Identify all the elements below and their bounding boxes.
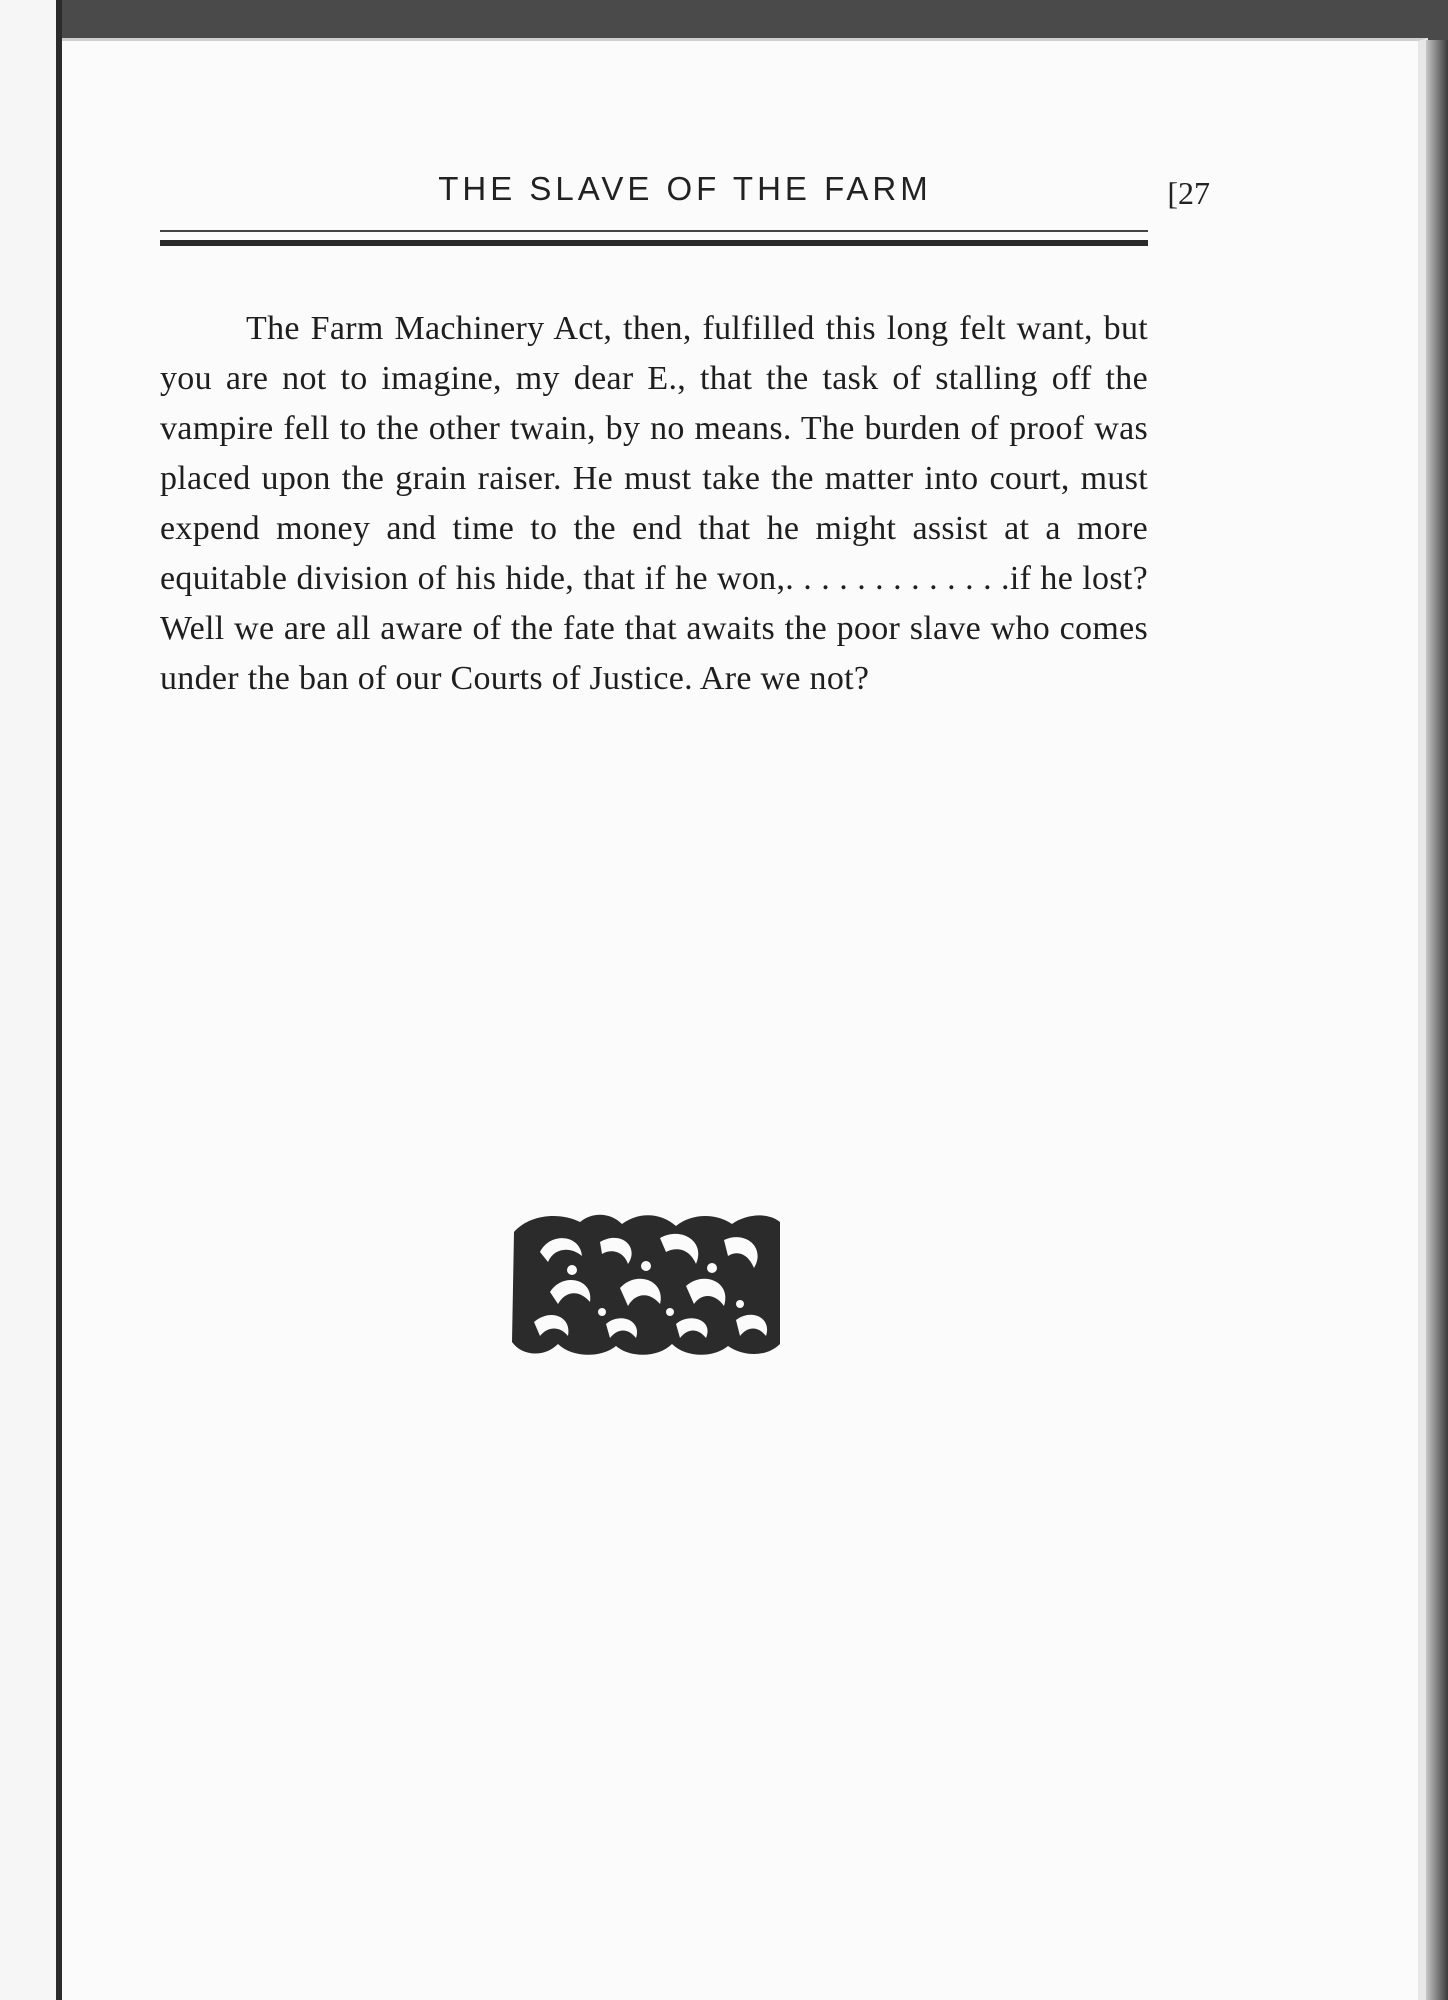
running-head [160,140,1210,211]
floral-ornament-icon [510,1212,782,1358]
page-number: [27 [1167,175,1210,211]
page-edge-shadow [1426,40,1448,2000]
body-paragraph: The Farm Machinery Act, then, fulfilled this long felt want, but you are not to imagine, my dear E., that the task of stalling off the vampire fell to the other twain, by no means. The burden of proof was placed upon the grain raiser. He must take the matter into court, must expend money and time to the end that he might assist at a more equitable division of his hide, that if he won,. . . . . . . . . . . . .if he lost? Well we are all aware of the fate that awaits the poor slave who comes under the ban of our Courts of Justice. Are we not? [160,310,1148,697]
facing-page-edge [0,0,62,2000]
header-rule-thick [160,240,1148,246]
header-rule-thin [160,230,1148,232]
running-title: THE SLAVE OF THE FARM [438,170,932,207]
